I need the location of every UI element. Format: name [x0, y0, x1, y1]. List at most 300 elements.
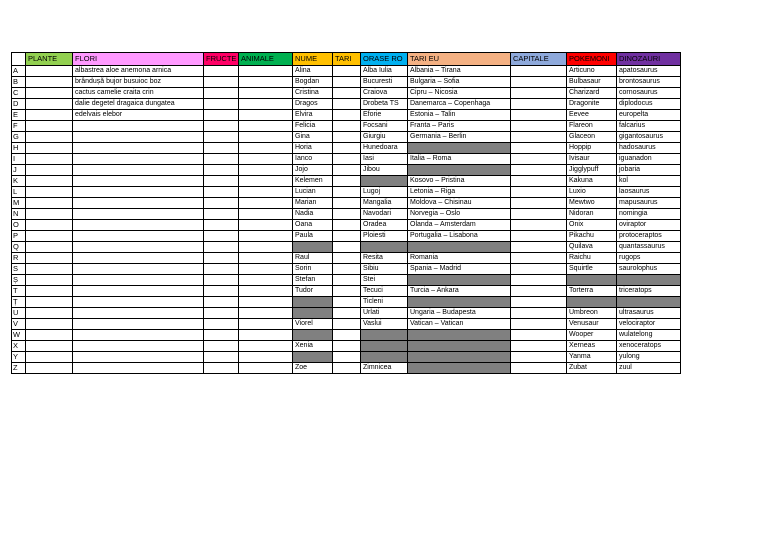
cell-nume[interactable]: Felicia — [293, 121, 333, 132]
cell-animale[interactable] — [239, 209, 293, 220]
cell-fructe[interactable] — [204, 319, 239, 330]
cell-tari[interactable] — [333, 319, 361, 330]
cell-animale[interactable] — [239, 77, 293, 88]
cell-animale[interactable] — [239, 231, 293, 242]
cell-nume[interactable]: Dragos — [293, 99, 333, 110]
cell-nume[interactable]: Viorel — [293, 319, 333, 330]
cell-tari-eu[interactable]: Moldova – Chisinau — [408, 198, 511, 209]
row-letter-cell[interactable]: E — [12, 110, 26, 121]
cell-animale[interactable] — [239, 242, 293, 253]
cell-tari-eu[interactable]: Norvegia – Oslo — [408, 209, 511, 220]
row-letter-cell[interactable]: T — [12, 286, 26, 297]
cell-pokemoni[interactable]: Zubat — [567, 363, 617, 374]
cell-animale[interactable] — [239, 176, 293, 187]
cell-flori[interactable]: dalie degetel dragaica dungatea — [73, 99, 204, 110]
cell-pokemoni[interactable]: Hoppip — [567, 143, 617, 154]
header-cell-letter[interactable] — [12, 53, 26, 66]
cell-dinozauri[interactable]: europelta — [617, 110, 681, 121]
cell-fructe[interactable] — [204, 77, 239, 88]
row-letter-cell[interactable]: Z — [12, 363, 26, 374]
cell-capitale[interactable] — [511, 121, 567, 132]
cell-pokemoni[interactable]: Articuno — [567, 66, 617, 77]
cell-fructe[interactable] — [204, 176, 239, 187]
cell-animale[interactable] — [239, 132, 293, 143]
cell-fructe[interactable] — [204, 121, 239, 132]
cell-nume[interactable] — [293, 242, 333, 253]
cell-nume[interactable]: Lucian — [293, 187, 333, 198]
cell-plante[interactable] — [26, 99, 73, 110]
cell-tari-eu[interactable] — [408, 341, 511, 352]
cell-dinozauri[interactable]: saurolophus — [617, 264, 681, 275]
cell-nume[interactable] — [293, 297, 333, 308]
cell-plante[interactable] — [26, 88, 73, 99]
cell-tari[interactable] — [333, 209, 361, 220]
cell-fructe[interactable] — [204, 99, 239, 110]
cell-plante[interactable] — [26, 264, 73, 275]
cell-fructe[interactable] — [204, 286, 239, 297]
cell-fructe[interactable] — [204, 363, 239, 374]
cell-pokemoni[interactable]: Yanma — [567, 352, 617, 363]
row-letter-cell[interactable]: B — [12, 77, 26, 88]
cell-fructe[interactable] — [204, 209, 239, 220]
cell-fructe[interactable] — [204, 308, 239, 319]
cell-capitale[interactable] — [511, 275, 567, 286]
cell-tari[interactable] — [333, 77, 361, 88]
cell-nume[interactable]: Elvira — [293, 110, 333, 121]
header-cell-pokemoni[interactable]: POKEMONI — [567, 53, 617, 66]
cell-pokemoni[interactable]: Pikachu — [567, 231, 617, 242]
cell-pokemoni[interactable]: Onix — [567, 220, 617, 231]
cell-nume[interactable]: Sorin — [293, 264, 333, 275]
cell-orase-ro[interactable]: Eforie — [361, 110, 408, 121]
cell-capitale[interactable] — [511, 231, 567, 242]
cell-animale[interactable] — [239, 220, 293, 231]
cell-capitale[interactable] — [511, 220, 567, 231]
cell-tari[interactable] — [333, 121, 361, 132]
cell-capitale[interactable] — [511, 165, 567, 176]
cell-pokemoni[interactable]: Eevee — [567, 110, 617, 121]
cell-fructe[interactable] — [204, 242, 239, 253]
row-letter-cell[interactable]: H — [12, 143, 26, 154]
cell-fructe[interactable] — [204, 110, 239, 121]
cell-tari-eu[interactable]: Danemarca – Copenhaga — [408, 99, 511, 110]
cell-nume[interactable]: Cristina — [293, 88, 333, 99]
cell-capitale[interactable] — [511, 209, 567, 220]
cell-animale[interactable] — [239, 143, 293, 154]
cell-tari-eu[interactable]: Turcia – Ankara — [408, 286, 511, 297]
cell-orase-ro[interactable]: Craiova — [361, 88, 408, 99]
cell-plante[interactable] — [26, 330, 73, 341]
cell-nume[interactable]: Horia — [293, 143, 333, 154]
cell-tari[interactable] — [333, 187, 361, 198]
cell-capitale[interactable] — [511, 198, 567, 209]
cell-plante[interactable] — [26, 319, 73, 330]
cell-plante[interactable] — [26, 176, 73, 187]
row-letter-cell[interactable]: Y — [12, 352, 26, 363]
cell-tari-eu[interactable]: Cipru – Nicosia — [408, 88, 511, 99]
cell-orase-ro[interactable]: Stei — [361, 275, 408, 286]
cell-animale[interactable] — [239, 66, 293, 77]
cell-animale[interactable] — [239, 363, 293, 374]
cell-flori[interactable] — [73, 286, 204, 297]
cell-fructe[interactable] — [204, 154, 239, 165]
cell-dinozauri[interactable]: xenoceratops — [617, 341, 681, 352]
cell-tari[interactable] — [333, 220, 361, 231]
cell-tari-eu[interactable]: Ungaria – Budapesta — [408, 308, 511, 319]
cell-pokemoni[interactable] — [567, 275, 617, 286]
cell-nume[interactable]: Zoe — [293, 363, 333, 374]
cell-tari-eu[interactable]: Vatican – Vatican — [408, 319, 511, 330]
cell-capitale[interactable] — [511, 341, 567, 352]
cell-tari[interactable] — [333, 363, 361, 374]
cell-fructe[interactable] — [204, 341, 239, 352]
cell-orase-ro[interactable]: Bucuresti — [361, 77, 408, 88]
cell-dinozauri[interactable]: brontosaurus — [617, 77, 681, 88]
row-letter-cell[interactable]: R — [12, 253, 26, 264]
cell-dinozauri[interactable] — [617, 275, 681, 286]
row-letter-cell[interactable]: G — [12, 132, 26, 143]
cell-dinozauri[interactable]: gigantosaurus — [617, 132, 681, 143]
cell-tari[interactable] — [333, 165, 361, 176]
cell-plante[interactable] — [26, 297, 73, 308]
cell-nume[interactable]: Raul — [293, 253, 333, 264]
cell-nume[interactable]: Ianco — [293, 154, 333, 165]
cell-fructe[interactable] — [204, 297, 239, 308]
cell-orase-ro[interactable] — [361, 242, 408, 253]
cell-nume[interactable] — [293, 330, 333, 341]
cell-orase-ro[interactable] — [361, 330, 408, 341]
cell-animale[interactable] — [239, 297, 293, 308]
cell-animale[interactable] — [239, 187, 293, 198]
cell-tari-eu[interactable]: Letonia – Riga — [408, 187, 511, 198]
cell-pokemoni[interactable]: Kakuna — [567, 176, 617, 187]
cell-nume[interactable]: Jojo — [293, 165, 333, 176]
cell-nume[interactable]: Xenia — [293, 341, 333, 352]
cell-dinozauri[interactable]: falcarius — [617, 121, 681, 132]
cell-plante[interactable] — [26, 209, 73, 220]
cell-pokemoni[interactable]: Squirtle — [567, 264, 617, 275]
cell-flori[interactable] — [73, 220, 204, 231]
cell-dinozauri[interactable]: hadosaurus — [617, 143, 681, 154]
cell-plante[interactable] — [26, 231, 73, 242]
row-letter-cell[interactable]: J — [12, 165, 26, 176]
header-cell-tari[interactable]: TARI — [333, 53, 361, 66]
cell-flori[interactable] — [73, 143, 204, 154]
cell-pokemoni[interactable]: Glaceon — [567, 132, 617, 143]
cell-orase-ro[interactable] — [361, 352, 408, 363]
cell-orase-ro[interactable]: Navodari — [361, 209, 408, 220]
cell-tari[interactable] — [333, 132, 361, 143]
cell-fructe[interactable] — [204, 132, 239, 143]
cell-dinozauri[interactable]: mapusaurus — [617, 198, 681, 209]
cell-tari-eu[interactable]: Bulgaria – Sofia — [408, 77, 511, 88]
cell-tari-eu[interactable]: Italia – Roma — [408, 154, 511, 165]
cell-tari-eu[interactable] — [408, 352, 511, 363]
cell-pokemoni[interactable]: Quilava — [567, 242, 617, 253]
cell-capitale[interactable] — [511, 154, 567, 165]
row-letter-cell[interactable]: U — [12, 308, 26, 319]
cell-plante[interactable] — [26, 242, 73, 253]
cell-dinozauri[interactable]: kol — [617, 176, 681, 187]
cell-capitale[interactable] — [511, 330, 567, 341]
cell-tari[interactable] — [333, 352, 361, 363]
cell-tari-eu[interactable]: Kosovo – Pristina — [408, 176, 511, 187]
cell-animale[interactable] — [239, 253, 293, 264]
cell-flori[interactable] — [73, 330, 204, 341]
cell-capitale[interactable] — [511, 286, 567, 297]
cell-animale[interactable] — [239, 319, 293, 330]
cell-flori[interactable] — [73, 319, 204, 330]
cell-pokemoni[interactable]: Luxio — [567, 187, 617, 198]
row-letter-cell[interactable]: C — [12, 88, 26, 99]
cell-orase-ro[interactable]: Jibou — [361, 165, 408, 176]
cell-capitale[interactable] — [511, 176, 567, 187]
cell-pokemoni[interactable] — [567, 297, 617, 308]
cell-fructe[interactable] — [204, 143, 239, 154]
cell-tari-eu[interactable] — [408, 330, 511, 341]
cell-capitale[interactable] — [511, 110, 567, 121]
cell-orase-ro[interactable]: Lugoj — [361, 187, 408, 198]
cell-plante[interactable] — [26, 220, 73, 231]
cell-capitale[interactable] — [511, 187, 567, 198]
cell-tari[interactable] — [333, 341, 361, 352]
cell-tari[interactable] — [333, 66, 361, 77]
cell-dinozauri[interactable]: wulatelong — [617, 330, 681, 341]
cell-orase-ro[interactable]: Zimnicea — [361, 363, 408, 374]
header-cell-plante[interactable]: PLANTE — [26, 53, 73, 66]
row-letter-cell[interactable]: D — [12, 99, 26, 110]
cell-animale[interactable] — [239, 341, 293, 352]
cell-flori[interactable] — [73, 121, 204, 132]
cell-dinozauri[interactable]: rugops — [617, 253, 681, 264]
cell-flori[interactable] — [73, 209, 204, 220]
cell-flori[interactable] — [73, 231, 204, 242]
cell-fructe[interactable] — [204, 330, 239, 341]
cell-fructe[interactable] — [204, 66, 239, 77]
header-cell-capitale[interactable]: CAPITALE — [511, 53, 567, 66]
header-cell-tari-eu[interactable]: TARI EU — [408, 53, 511, 66]
cell-pokemoni[interactable]: Jigglypuff — [567, 165, 617, 176]
cell-tari[interactable] — [333, 88, 361, 99]
cell-fructe[interactable] — [204, 220, 239, 231]
row-letter-cell[interactable]: L — [12, 187, 26, 198]
cell-fructe[interactable] — [204, 187, 239, 198]
cell-pokemoni[interactable]: Charizard — [567, 88, 617, 99]
cell-capitale[interactable] — [511, 297, 567, 308]
cell-tari-eu[interactable]: Spania – Madrid — [408, 264, 511, 275]
cell-animale[interactable] — [239, 88, 293, 99]
cell-tari-eu[interactable] — [408, 242, 511, 253]
cell-capitale[interactable] — [511, 253, 567, 264]
cell-capitale[interactable] — [511, 363, 567, 374]
cell-orase-ro[interactable]: Oradea — [361, 220, 408, 231]
cell-capitale[interactable] — [511, 319, 567, 330]
cell-plante[interactable] — [26, 110, 73, 121]
cell-animale[interactable] — [239, 99, 293, 110]
row-letter-cell[interactable]: O — [12, 220, 26, 231]
cell-nume[interactable]: Marian — [293, 198, 333, 209]
cell-plante[interactable] — [26, 154, 73, 165]
cell-nume[interactable]: Stefan — [293, 275, 333, 286]
cell-tari[interactable] — [333, 110, 361, 121]
cell-tari[interactable] — [333, 198, 361, 209]
cell-orase-ro[interactable] — [361, 176, 408, 187]
cell-dinozauri[interactable]: oviraptor — [617, 220, 681, 231]
cell-dinozauri[interactable]: laosaurus — [617, 187, 681, 198]
cell-tari-eu[interactable]: Germania – Berlin — [408, 132, 511, 143]
row-letter-cell[interactable]: S — [12, 264, 26, 275]
cell-plante[interactable] — [26, 341, 73, 352]
cell-orase-ro[interactable]: Ticleni — [361, 297, 408, 308]
cell-tari[interactable] — [333, 330, 361, 341]
cell-flori[interactable] — [73, 308, 204, 319]
cell-pokemoni[interactable]: Raichu — [567, 253, 617, 264]
row-letter-cell[interactable]: A — [12, 66, 26, 77]
cell-orase-ro[interactable]: Alba Iulia — [361, 66, 408, 77]
row-letter-cell[interactable]: K — [12, 176, 26, 187]
cell-orase-ro[interactable]: Vaslui — [361, 319, 408, 330]
cell-orase-ro[interactable]: Mangalia — [361, 198, 408, 209]
cell-flori[interactable] — [73, 352, 204, 363]
cell-fructe[interactable] — [204, 88, 239, 99]
cell-tari-eu[interactable]: Romania — [408, 253, 511, 264]
cell-animale[interactable] — [239, 198, 293, 209]
cell-fructe[interactable] — [204, 165, 239, 176]
cell-dinozauri[interactable]: cornosaurus — [617, 88, 681, 99]
cell-capitale[interactable] — [511, 77, 567, 88]
cell-dinozauri[interactable]: zuul — [617, 363, 681, 374]
cell-fructe[interactable] — [204, 275, 239, 286]
cell-capitale[interactable] — [511, 132, 567, 143]
cell-pokemoni[interactable]: Dragonite — [567, 99, 617, 110]
cell-tari-eu[interactable]: Albania – Tirana — [408, 66, 511, 77]
row-letter-cell[interactable]: I — [12, 154, 26, 165]
header-cell-orase-ro[interactable]: ORASE RO — [361, 53, 408, 66]
cell-pokemoni[interactable]: Flareon — [567, 121, 617, 132]
cell-tari-eu[interactable] — [408, 165, 511, 176]
cell-plante[interactable] — [26, 363, 73, 374]
cell-nume[interactable]: Paula — [293, 231, 333, 242]
cell-tari-eu[interactable] — [408, 363, 511, 374]
row-letter-cell[interactable]: F — [12, 121, 26, 132]
header-cell-dinozauri[interactable]: DINOZAURI — [617, 53, 681, 66]
header-cell-animale[interactable]: ANIMALE — [239, 53, 293, 66]
row-letter-cell[interactable]: Ț — [12, 297, 26, 308]
cell-tari-eu[interactable]: Franta – Paris — [408, 121, 511, 132]
cell-flori[interactable] — [73, 275, 204, 286]
row-letter-cell[interactable]: Ș — [12, 275, 26, 286]
header-cell-fructe[interactable]: FRUCTE — [204, 53, 239, 66]
cell-pokemoni[interactable]: Ivisaur — [567, 154, 617, 165]
cell-orase-ro[interactable]: Tecuci — [361, 286, 408, 297]
cell-nume[interactable] — [293, 352, 333, 363]
cell-animale[interactable] — [239, 264, 293, 275]
cell-orase-ro[interactable]: Iasi — [361, 154, 408, 165]
cell-flori[interactable] — [73, 187, 204, 198]
header-cell-flori[interactable]: FLORI — [73, 53, 204, 66]
cell-flori[interactable] — [73, 264, 204, 275]
cell-fructe[interactable] — [204, 231, 239, 242]
cell-orase-ro[interactable]: Ploiesti — [361, 231, 408, 242]
cell-flori[interactable]: cactus camelie craita crin — [73, 88, 204, 99]
cell-flori[interactable] — [73, 198, 204, 209]
cell-nume[interactable]: Gina — [293, 132, 333, 143]
row-letter-cell[interactable]: N — [12, 209, 26, 220]
cell-dinozauri[interactable]: ultrasaurus — [617, 308, 681, 319]
cell-pokemoni[interactable]: Bulbasaur — [567, 77, 617, 88]
cell-dinozauri[interactable]: yulong — [617, 352, 681, 363]
cell-tari[interactable] — [333, 99, 361, 110]
row-letter-cell[interactable]: X — [12, 341, 26, 352]
cell-flori[interactable] — [73, 297, 204, 308]
row-letter-cell[interactable]: V — [12, 319, 26, 330]
cell-dinozauri[interactable]: protoceraptos — [617, 231, 681, 242]
cell-animale[interactable] — [239, 154, 293, 165]
cell-plante[interactable] — [26, 121, 73, 132]
cell-capitale[interactable] — [511, 264, 567, 275]
cell-animale[interactable] — [239, 275, 293, 286]
cell-tari-eu[interactable]: Estonia – Talin — [408, 110, 511, 121]
cell-tari[interactable] — [333, 297, 361, 308]
cell-flori[interactable]: albastrea aloe anemona arnica — [73, 66, 204, 77]
cell-tari-eu[interactable]: Olanda – Amsterdam — [408, 220, 511, 231]
cell-flori[interactable] — [73, 363, 204, 374]
cell-tari-eu[interactable] — [408, 297, 511, 308]
cell-nume[interactable]: Bogdan — [293, 77, 333, 88]
cell-flori[interactable] — [73, 165, 204, 176]
cell-plante[interactable] — [26, 275, 73, 286]
cell-nume[interactable]: Tudor — [293, 286, 333, 297]
cell-dinozauri[interactable]: diplodocus — [617, 99, 681, 110]
cell-nume[interactable]: Alina — [293, 66, 333, 77]
cell-dinozauri[interactable]: triceratops — [617, 286, 681, 297]
cell-flori[interactable] — [73, 154, 204, 165]
row-letter-cell[interactable]: Q — [12, 242, 26, 253]
cell-tari[interactable] — [333, 253, 361, 264]
cell-tari-eu[interactable] — [408, 143, 511, 154]
cell-plante[interactable] — [26, 187, 73, 198]
cell-animale[interactable] — [239, 330, 293, 341]
row-letter-cell[interactable]: P — [12, 231, 26, 242]
cell-dinozauri[interactable]: iguanadon — [617, 154, 681, 165]
cell-plante[interactable] — [26, 253, 73, 264]
header-cell-nume[interactable]: NUME — [293, 53, 333, 66]
cell-flori[interactable]: brândușă bujor busuioc boz — [73, 77, 204, 88]
cell-pokemoni[interactable]: Wooper — [567, 330, 617, 341]
cell-orase-ro[interactable]: Giurgiu — [361, 132, 408, 143]
cell-capitale[interactable] — [511, 242, 567, 253]
cell-flori[interactable] — [73, 132, 204, 143]
cell-pokemoni[interactable]: Nidoran — [567, 209, 617, 220]
cell-animale[interactable] — [239, 352, 293, 363]
cell-nume[interactable]: Oana — [293, 220, 333, 231]
cell-pokemoni[interactable]: Mewtwo — [567, 198, 617, 209]
cell-orase-ro[interactable]: Hunedoara — [361, 143, 408, 154]
cell-pokemoni[interactable]: Venusaur — [567, 319, 617, 330]
cell-plante[interactable] — [26, 143, 73, 154]
cell-flori[interactable] — [73, 176, 204, 187]
cell-plante[interactable] — [26, 352, 73, 363]
cell-capitale[interactable] — [511, 143, 567, 154]
cell-plante[interactable] — [26, 132, 73, 143]
cell-plante[interactable] — [26, 66, 73, 77]
cell-capitale[interactable] — [511, 66, 567, 77]
cell-fructe[interactable] — [204, 264, 239, 275]
cell-tari[interactable] — [333, 275, 361, 286]
cell-plante[interactable] — [26, 308, 73, 319]
cell-nume[interactable] — [293, 308, 333, 319]
cell-plante[interactable] — [26, 165, 73, 176]
